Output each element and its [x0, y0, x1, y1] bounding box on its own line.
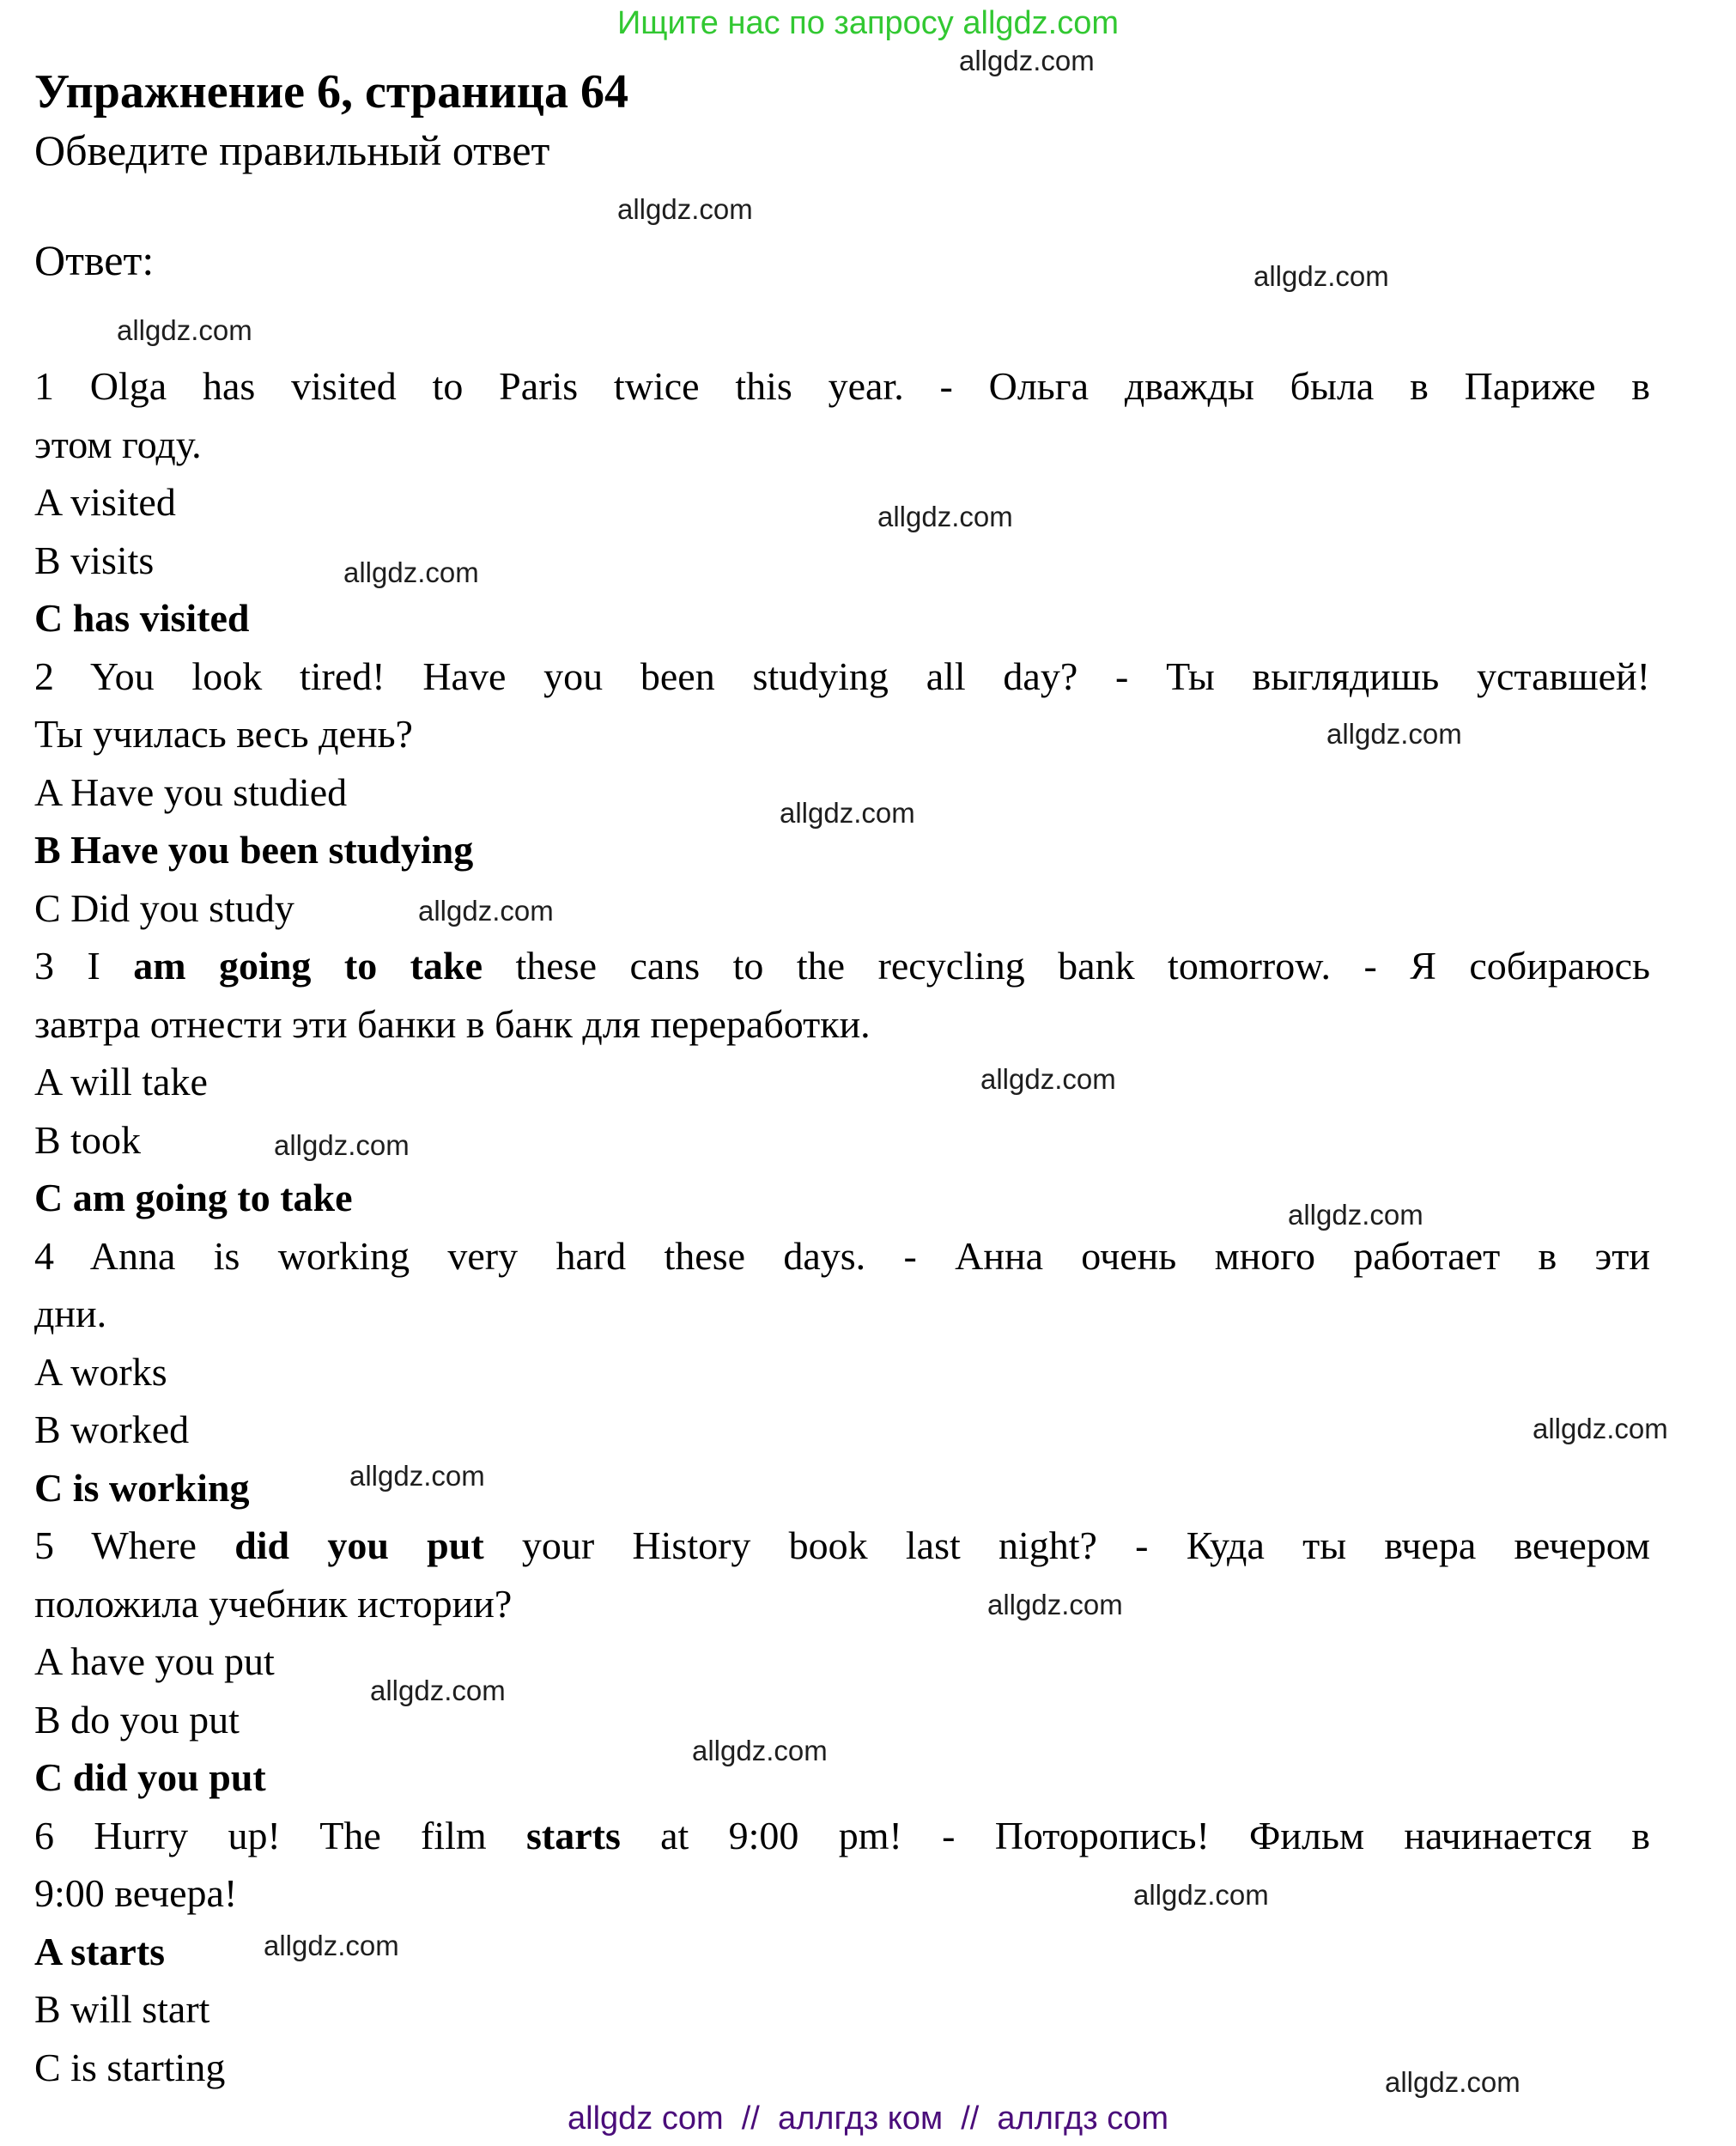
- sentence-text: положила учебник истории?: [34, 1581, 513, 1626]
- question-sentence-line: [34, 1227, 1650, 1286]
- page-title: Упражнение 6, страница 64: [34, 65, 629, 119]
- sentence-text: 2 You look tired! Have you been studying all day? - Ты выглядишь уставшей!: [34, 654, 1650, 698]
- sentence-text: your History book last night? - Куда ты вчера вечером: [483, 1523, 1650, 1567]
- highlighted-answer-text: starts: [525, 1813, 621, 1857]
- answer-option: [34, 589, 1650, 647]
- answer-option: [34, 1691, 1650, 1749]
- highlighted-answer-text: did you put: [234, 1523, 484, 1567]
- watermark: allgdz.com: [980, 1063, 1116, 1095]
- question-sentence-line: [34, 995, 1650, 1054]
- sentence-text: 4 Anna is working very hard these days. - Анна очень много работает в эти: [34, 1233, 1650, 1278]
- sentence-text: 3 I: [34, 944, 134, 988]
- answer-option: [34, 532, 1650, 590]
- answer-option: [34, 1980, 1650, 2039]
- watermark: allgdz.com: [370, 1675, 506, 1706]
- answer-option: [34, 821, 1650, 879]
- answer-option: [34, 1053, 1650, 1111]
- sentence-text: завтра отнести эти банки в банк для переработки.: [34, 1001, 871, 1046]
- question-sentence-line: [34, 1285, 1650, 1343]
- sentence-text: 5 Where: [34, 1523, 235, 1567]
- question-sentence-line: [34, 416, 1650, 474]
- option-label: A will take: [34, 1060, 208, 1103]
- answer-option: [34, 473, 1650, 532]
- question-sentence-line: [34, 937, 1650, 995]
- correct-option-label: C has visited: [34, 596, 250, 640]
- highlighted-answer-text: am going to take: [133, 944, 483, 988]
- watermark: allgdz.com: [877, 501, 1013, 532]
- watermark: allgdz.com: [264, 1930, 399, 1961]
- watermark: allgdz.com: [692, 1735, 828, 1766]
- sentence-text: дни.: [34, 1292, 107, 1335]
- question-sentence-line: [34, 1517, 1650, 1575]
- watermark: allgdz.com: [1385, 2066, 1521, 2098]
- option-label: C is starting: [34, 2045, 226, 2089]
- watermark: allgdz.com: [1288, 1199, 1423, 1231]
- correct-option-label: C is working: [34, 1465, 250, 1510]
- answer-option: [34, 1459, 1650, 1517]
- watermark: allgdz.com: [1533, 1413, 1668, 1444]
- sentence-text: 1 Olga has visited to Paris twice this year. - Ольга дважды была в Париже в: [34, 364, 1650, 408]
- sentence-text: 9:00 вечера!: [34, 1871, 238, 1915]
- watermark: allgdz.com: [343, 556, 479, 588]
- sentence-text: these cans to the recycling bank tomorrow. - Я собираюсь: [483, 944, 1650, 988]
- watermark: allgdz.com: [274, 1129, 410, 1161]
- watermark: allgdz.com: [418, 895, 554, 927]
- question-sentence-line: [34, 647, 1650, 706]
- correct-option-label: C did you put: [34, 1755, 266, 1799]
- watermark: allgdz.com: [1326, 718, 1462, 750]
- option-label: A Have you studied: [34, 769, 348, 814]
- answer-label: Ответ:: [34, 236, 155, 284]
- correct-option-label: C am going to take: [34, 1176, 353, 1219]
- watermark: allgdz.com: [117, 314, 252, 346]
- watermark: allgdz.com: [1253, 260, 1389, 292]
- footer-links: allgdz com // аллгдз ком // аллгдз com: [568, 2100, 1168, 2137]
- option-label: C Did you study: [34, 885, 294, 930]
- option-label: A works: [34, 1349, 167, 1394]
- sentence-text: Ты училась весь день?: [34, 712, 413, 756]
- sentence-text: 6 Hurry up! The film: [34, 1813, 526, 1857]
- option-label: B visits: [34, 538, 155, 582]
- option-label: B worked: [34, 1407, 190, 1451]
- watermark: allgdz.com: [959, 45, 1095, 76]
- answer-option: [34, 1343, 1650, 1401]
- watermark: allgdz.com: [780, 797, 915, 829]
- answer-option: [34, 1401, 1650, 1459]
- option-label: A have you put: [34, 1639, 275, 1683]
- question-sentence-line: [34, 1807, 1650, 1865]
- correct-option-label: A starts: [34, 1929, 166, 1973]
- correct-option-label: B Have you been studying: [34, 828, 474, 872]
- sentence-text: at 9:00 pm! - Поторопись! Фильм начинается в: [620, 1813, 1650, 1857]
- answer-option: [34, 879, 1650, 938]
- watermark: allgdz.com: [1133, 1879, 1269, 1911]
- question-sentence-line: [34, 1864, 1650, 1923]
- watermark: allgdz.com: [987, 1589, 1123, 1620]
- watermark: allgdz.com: [349, 1460, 485, 1492]
- sentence-text: этом году.: [34, 422, 202, 466]
- option-label: A visited: [34, 480, 176, 524]
- option-label: B took: [34, 1117, 141, 1162]
- question-sentence-line: [34, 1575, 1650, 1633]
- option-label: B will start: [34, 1987, 210, 2031]
- watermark: allgdz.com: [617, 193, 753, 225]
- instruction-text: Обведите правильный ответ: [34, 126, 550, 174]
- promo-banner: Ищите нас по запросу allgdz.com: [616, 5, 1119, 41]
- answer-option: [34, 1632, 1650, 1691]
- question-sentence-line: [34, 357, 1650, 416]
- option-label: B do you put: [34, 1697, 240, 1742]
- answer-option: [34, 1748, 1650, 1807]
